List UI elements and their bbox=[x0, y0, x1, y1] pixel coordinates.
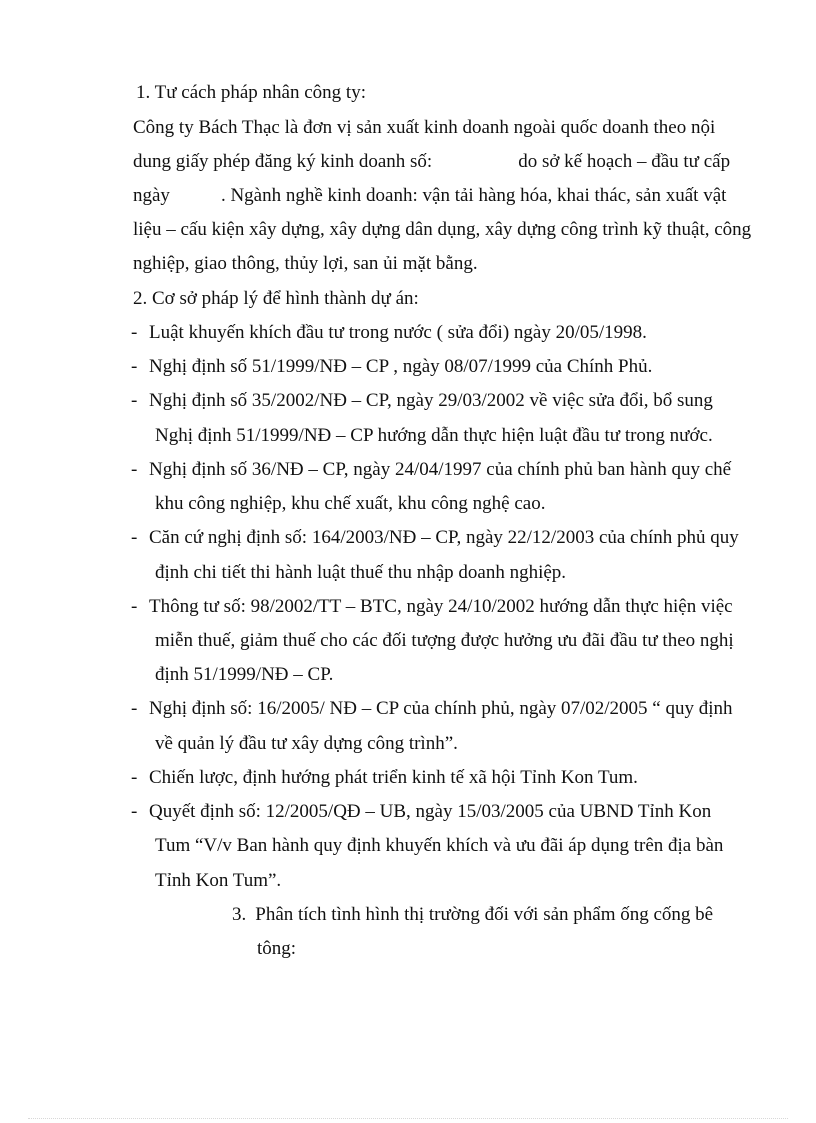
list-item-continuation: định chi tiết thi hành luật thuế thu nhập doanh nghiệp. bbox=[155, 562, 567, 583]
list-item-continuation: khu công nghiệp, khu chế xuất, khu công nghệ cao. bbox=[155, 493, 546, 514]
list-item bbox=[131, 800, 711, 824]
bullet-dash: - bbox=[131, 698, 138, 719]
list-item-text: Nghị định số 35/2002/NĐ – CP, ngày 29/03/2002 về việc sửa đổi, bổ sung bbox=[149, 390, 713, 411]
paragraph-line: Công ty Bách Thạc là đơn vị sản xuất kinh doanh ngoài quốc doanh theo nội bbox=[133, 117, 716, 138]
list-item-continuation: về quản lý đầu tư xây dựng công trình”. bbox=[155, 733, 458, 754]
paragraph-line: liệu – cấu kiện xây dựng, xây dựng dân dụng, xây dựng công trình kỹ thuật, công bbox=[133, 219, 752, 240]
paragraph-line: nghiệp, giao thông, thủy lợi, san ủi mặt bằng. bbox=[133, 253, 478, 274]
paragraph-line bbox=[133, 184, 726, 208]
paragraph-text: . Ngành nghề kinh doanh: vận tải hàng hóa, khai thác, sản xuất vật bbox=[220, 185, 727, 206]
list-item-text: Quyết định số: 12/2005/QĐ – UB, ngày 15/03/2005 của UBND Tỉnh Kon bbox=[149, 801, 712, 822]
list-item bbox=[131, 697, 733, 721]
section-1-heading: 1. Tư cách pháp nhân công ty: bbox=[136, 82, 366, 103]
list-item bbox=[131, 766, 638, 790]
bullet-dash: - bbox=[131, 322, 138, 343]
list-item-text: Nghị định số: 16/2005/ NĐ – CP của chính phủ, ngày 07/02/2005 “ quy định bbox=[149, 698, 733, 719]
list-item-continuation: Nghị định 51/1999/NĐ – CP hướng dẫn thực hiện luật đầu tư trong nước. bbox=[155, 425, 713, 446]
list-item bbox=[131, 526, 739, 550]
bullet-dash: - bbox=[131, 356, 138, 377]
paragraph-text: ngày bbox=[133, 185, 170, 206]
list-item-text: Nghị định số 36/NĐ – CP, ngày 24/04/1997 của chính phủ ban hành quy chế bbox=[149, 459, 732, 480]
section-3-title: Phân tích tình hình thị trường đối với sản phẩm ống cống bê bbox=[255, 904, 714, 925]
section-3-title-continuation: tông: bbox=[257, 938, 297, 959]
list-item bbox=[131, 321, 647, 345]
list-item-text: Thông tư số: 98/2002/TT – BTC, ngày 24/10/2002 hướng dẫn thực hiện việc bbox=[149, 596, 733, 617]
paragraph-line bbox=[133, 150, 730, 174]
bullet-dash: - bbox=[131, 527, 138, 548]
list-item bbox=[131, 595, 733, 619]
bullet-dash: - bbox=[131, 596, 138, 617]
list-item-continuation: Tỉnh Kon Tum”. bbox=[155, 870, 282, 891]
section-3-number: 3. bbox=[232, 904, 247, 925]
paragraph-text: do sở kế hoạch – đầu tư cấp bbox=[518, 151, 731, 172]
section-2-heading: 2. Cơ sở pháp lý để hình thành dự án: bbox=[133, 288, 419, 309]
list-item-continuation: miễn thuế, giảm thuế cho các đối tượng được hưởng ưu đãi đầu tư theo nghị bbox=[155, 630, 734, 651]
list-item-continuation: Tum “V/v Ban hành quy định khuyến khích và ưu đãi áp dụng trên địa bàn bbox=[155, 835, 724, 856]
list-item-text: Căn cứ nghị định số: 164/2003/NĐ – CP, ngày 22/12/2003 của chính phủ quy bbox=[149, 527, 739, 548]
page-bottom-divider bbox=[28, 1118, 788, 1119]
bullet-dash: - bbox=[131, 801, 138, 822]
list-item-text: Chiến lược, định hướng phát triển kinh tế xã hội Tỉnh Kon Tum. bbox=[149, 767, 638, 788]
section-3-heading bbox=[232, 903, 713, 927]
list-item bbox=[131, 355, 652, 379]
list-item-text: Nghị định số 51/1999/NĐ – CP , ngày 08/07/1999 của Chính Phủ. bbox=[149, 356, 653, 377]
list-item bbox=[131, 458, 731, 482]
list-item-text: Luật khuyến khích đầu tư trong nước ( sửa đổi) ngày 20/05/1998. bbox=[149, 322, 647, 343]
bullet-dash: - bbox=[131, 459, 138, 480]
list-item bbox=[131, 389, 713, 413]
bullet-dash: - bbox=[131, 390, 138, 411]
list-item-continuation: định 51/1999/NĐ – CP. bbox=[155, 664, 334, 685]
bullet-dash: - bbox=[131, 767, 138, 788]
paragraph-text: dung giấy phép đăng ký kinh doanh số: bbox=[133, 151, 433, 172]
